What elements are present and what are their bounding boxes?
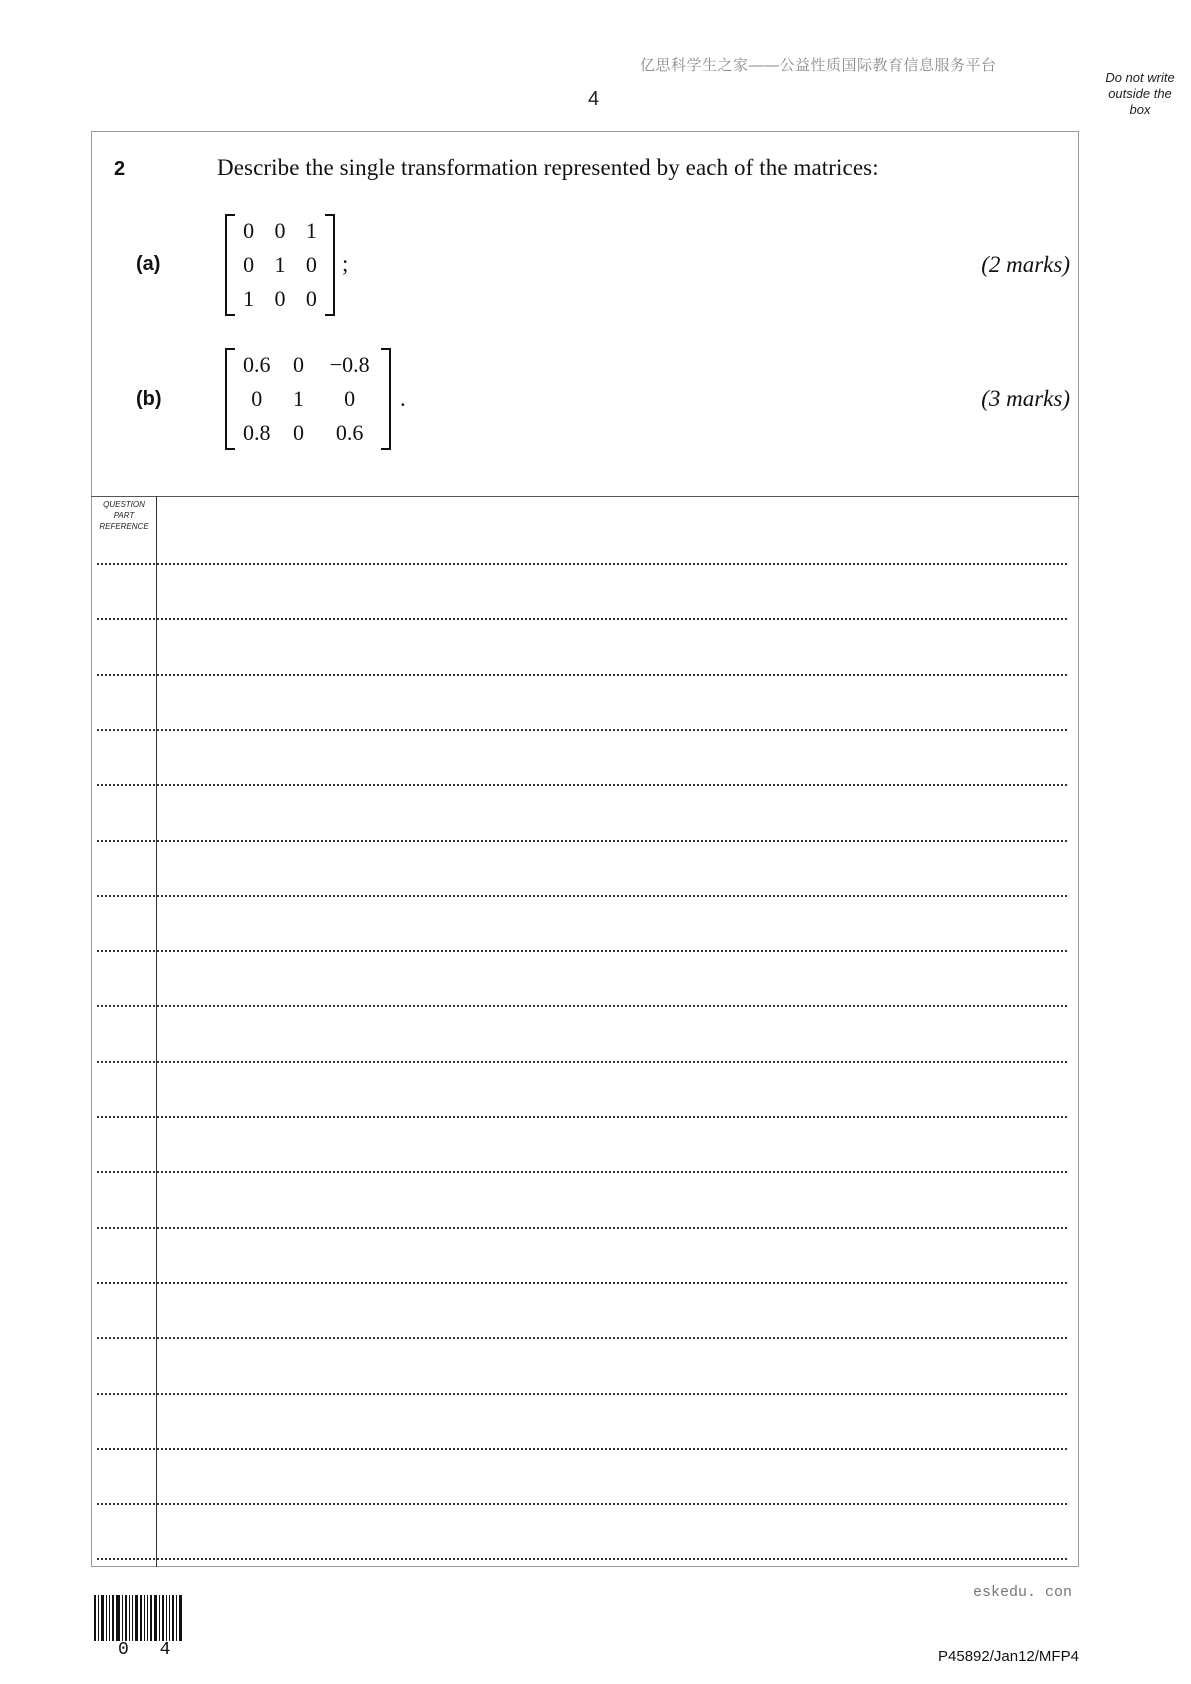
answer-line[interactable] [97,1503,1067,1505]
barcode-bar [166,1595,167,1641]
site-watermark: eskedu. con [973,1584,1073,1601]
matrix-cell: 0 [305,286,317,311]
barcode-bar [101,1595,104,1641]
barcode-bar [135,1595,138,1641]
answer-line[interactable] [97,784,1067,786]
barcode-bar [98,1595,99,1641]
matrix-cell: 0 [243,252,255,277]
matrix-cell: 0.8 [243,420,271,445]
barcode-bar [129,1595,130,1641]
barcode-bar [169,1595,170,1641]
answer-line[interactable] [97,618,1067,620]
matrix-a [225,214,335,316]
part-a-marks: (2 marks) [981,252,1070,277]
matrix-cell: 1 [243,286,255,311]
answer-line[interactable] [97,1337,1067,1339]
margin-note [1095,70,1185,118]
barcode-bar [159,1595,160,1641]
barcode-bar [116,1595,120,1641]
answer-line[interactable] [97,674,1067,676]
answer-line[interactable] [97,1116,1067,1118]
barcode-bar [94,1595,96,1641]
answer-line[interactable] [97,1171,1067,1173]
reference-label-line: PART [113,511,135,520]
matrix-cell: 0 [274,286,286,311]
margin-note-line: box [1129,102,1151,117]
answer-line[interactable] [97,1393,1067,1395]
part-a-label: (a) [136,253,161,275]
matrix-cell: 0.6 [335,420,364,445]
part-b-punctuation: . [400,386,406,411]
paper-code: P45892/Jan12/MFP4 [938,1648,1079,1665]
matrix-cell: 1 [292,386,304,411]
answer-line[interactable] [97,895,1067,897]
matrix-cell: −0.8 [329,352,370,377]
barcode [94,1595,194,1641]
matrix-cell: 0 [274,218,286,243]
answer-line[interactable] [97,563,1067,565]
answer-area[interactable] [91,496,1079,1568]
barcode-bar [106,1595,107,1641]
reference-label-line: REFERENCE [99,522,149,531]
matrix-cell: 0 [292,420,304,445]
matrix-cell: 0 [292,352,304,377]
answer-line[interactable] [97,1558,1067,1560]
answer-line[interactable] [97,1282,1067,1284]
barcode-bar [162,1595,164,1641]
barcode-bar [179,1595,182,1641]
answer-line[interactable] [97,1448,1067,1450]
answer-line[interactable] [97,950,1067,952]
answer-line[interactable] [97,840,1067,842]
question-number: 2 [114,158,126,180]
margin-note-line: Do not write [1105,70,1175,85]
barcode-bar [122,1595,123,1641]
matrix-cell: 0 [344,386,356,411]
answer-line[interactable] [97,729,1067,731]
barcode-bar [112,1595,114,1641]
watermark-text: 亿思科学生之家——公益性质国际教育信息服务平台 [640,57,997,74]
barcode-bar [147,1595,148,1641]
question-part-reference-label [93,499,155,532]
reference-label-line: QUESTION [103,500,145,509]
barcode-bar [132,1595,133,1641]
margin-note-line: outside the [1108,86,1172,101]
barcode-bar [125,1595,127,1641]
part-b-label: (b) [136,388,162,410]
barcode-bar [150,1595,152,1641]
barcode-bar [109,1595,110,1641]
matrix-cell: 1 [305,218,317,243]
barcode-digits: 0 4 [118,1640,181,1660]
answer-line[interactable] [97,1005,1067,1007]
reference-column-divider [156,496,157,1567]
barcode-bar [154,1595,157,1641]
answer-line[interactable] [97,1227,1067,1229]
matrix-cell: 0 [251,386,263,411]
barcode-bar [176,1595,177,1641]
answer-line[interactable] [97,1061,1067,1063]
matrix-cell: 1 [274,252,286,277]
matrix-cell: 0 [305,252,317,277]
matrix-b [225,348,391,450]
barcode-bar [140,1595,142,1641]
part-a-punctuation: ; [342,251,349,276]
page-number: 4 [588,88,600,110]
barcode-bar [172,1595,174,1641]
part-b-marks: (3 marks) [981,386,1070,411]
matrix-cell: 0 [243,218,255,243]
barcode-bar [144,1595,145,1641]
matrix-cell: 0.6 [243,352,271,377]
question-text: Describe the single transformation represented by each of the matrices: [217,155,879,180]
